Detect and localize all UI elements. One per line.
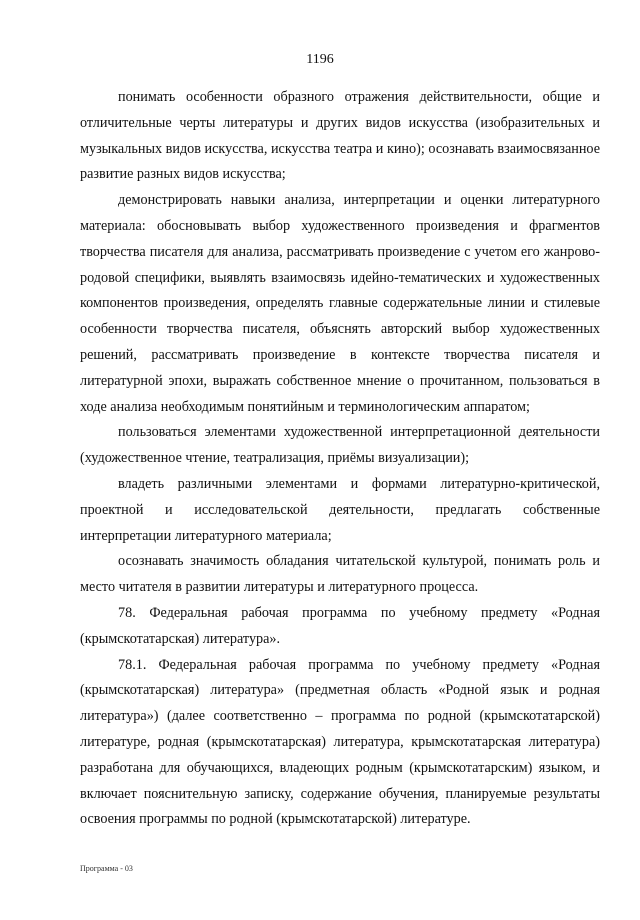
paragraph-3: пользоваться элементами художественной интерпретационной деятельности (художественное чтение, театрализация, приёмы визуализации); bbox=[80, 424, 600, 467]
paragraph-78-1: 78.1. Федеральная рабочая программа по учебному предмету «Родная (крымскотатарская) литература» (предметная область «Родной язык и родная литература») (далее соответственно – программа по родной (крымскотатарской) литературе, родная (крымскотатарская) литература, крымскотатарская литература) разработана для обучающихся, владеющих родным (крымскотатарским) языком, и включает пояснительную записку, содержание обучения, планируемые результаты освоения программы по родной (крымскотатарской) литературе. bbox=[80, 656, 600, 828]
paragraph-5: осознавать значимость обладания читательской культурой, понимать роль и место читателя в развитии литературы и литературного процесса. bbox=[80, 553, 600, 596]
paragraph-2: демонстрировать навыки анализа, интерпретации и оценки литературного материала: обосновывать выбор художественного произведения и фрагментов творчества писателя для анализа, рассматривать произведение с учетом его жанрово-родовой специфики, выявлять взаимосвязь идейно-тематических и художественных компонентов произведения, определять главные содержательные линии и стилевые особенности творчества писателя, объяснять авторский выбор художественных решений, рассматривать произведение в контексте творчества писателя и литературной эпохи, выражать собственное мнение о прочитанном, пользоваться в ходе анализа необходимым понятийным и терминологическим аппаратом; bbox=[80, 192, 600, 415]
document-body bbox=[80, 85, 600, 833]
section-heading-78: 78. Федеральная рабочая программа по учебному предмету «Родная (крымскотатарская) литература». bbox=[80, 604, 600, 647]
paragraph-1: понимать особенности образного отражения действительности, общие и отличительные черты литературы и других видов искусства (изобразительных и музыкальных видов искусства, искусства театра и кино); осознавать взаимосвязанное развитие разных видов искусства; bbox=[80, 89, 600, 183]
page-footer: Программа - 03 bbox=[80, 864, 133, 873]
page-number: 1196 bbox=[306, 52, 334, 67]
paragraph-4: владеть различными элементами и формами литературно-критической, проектной и исследовательской деятельности, предлагать собственные интерпретации литературного материала; bbox=[80, 475, 600, 544]
